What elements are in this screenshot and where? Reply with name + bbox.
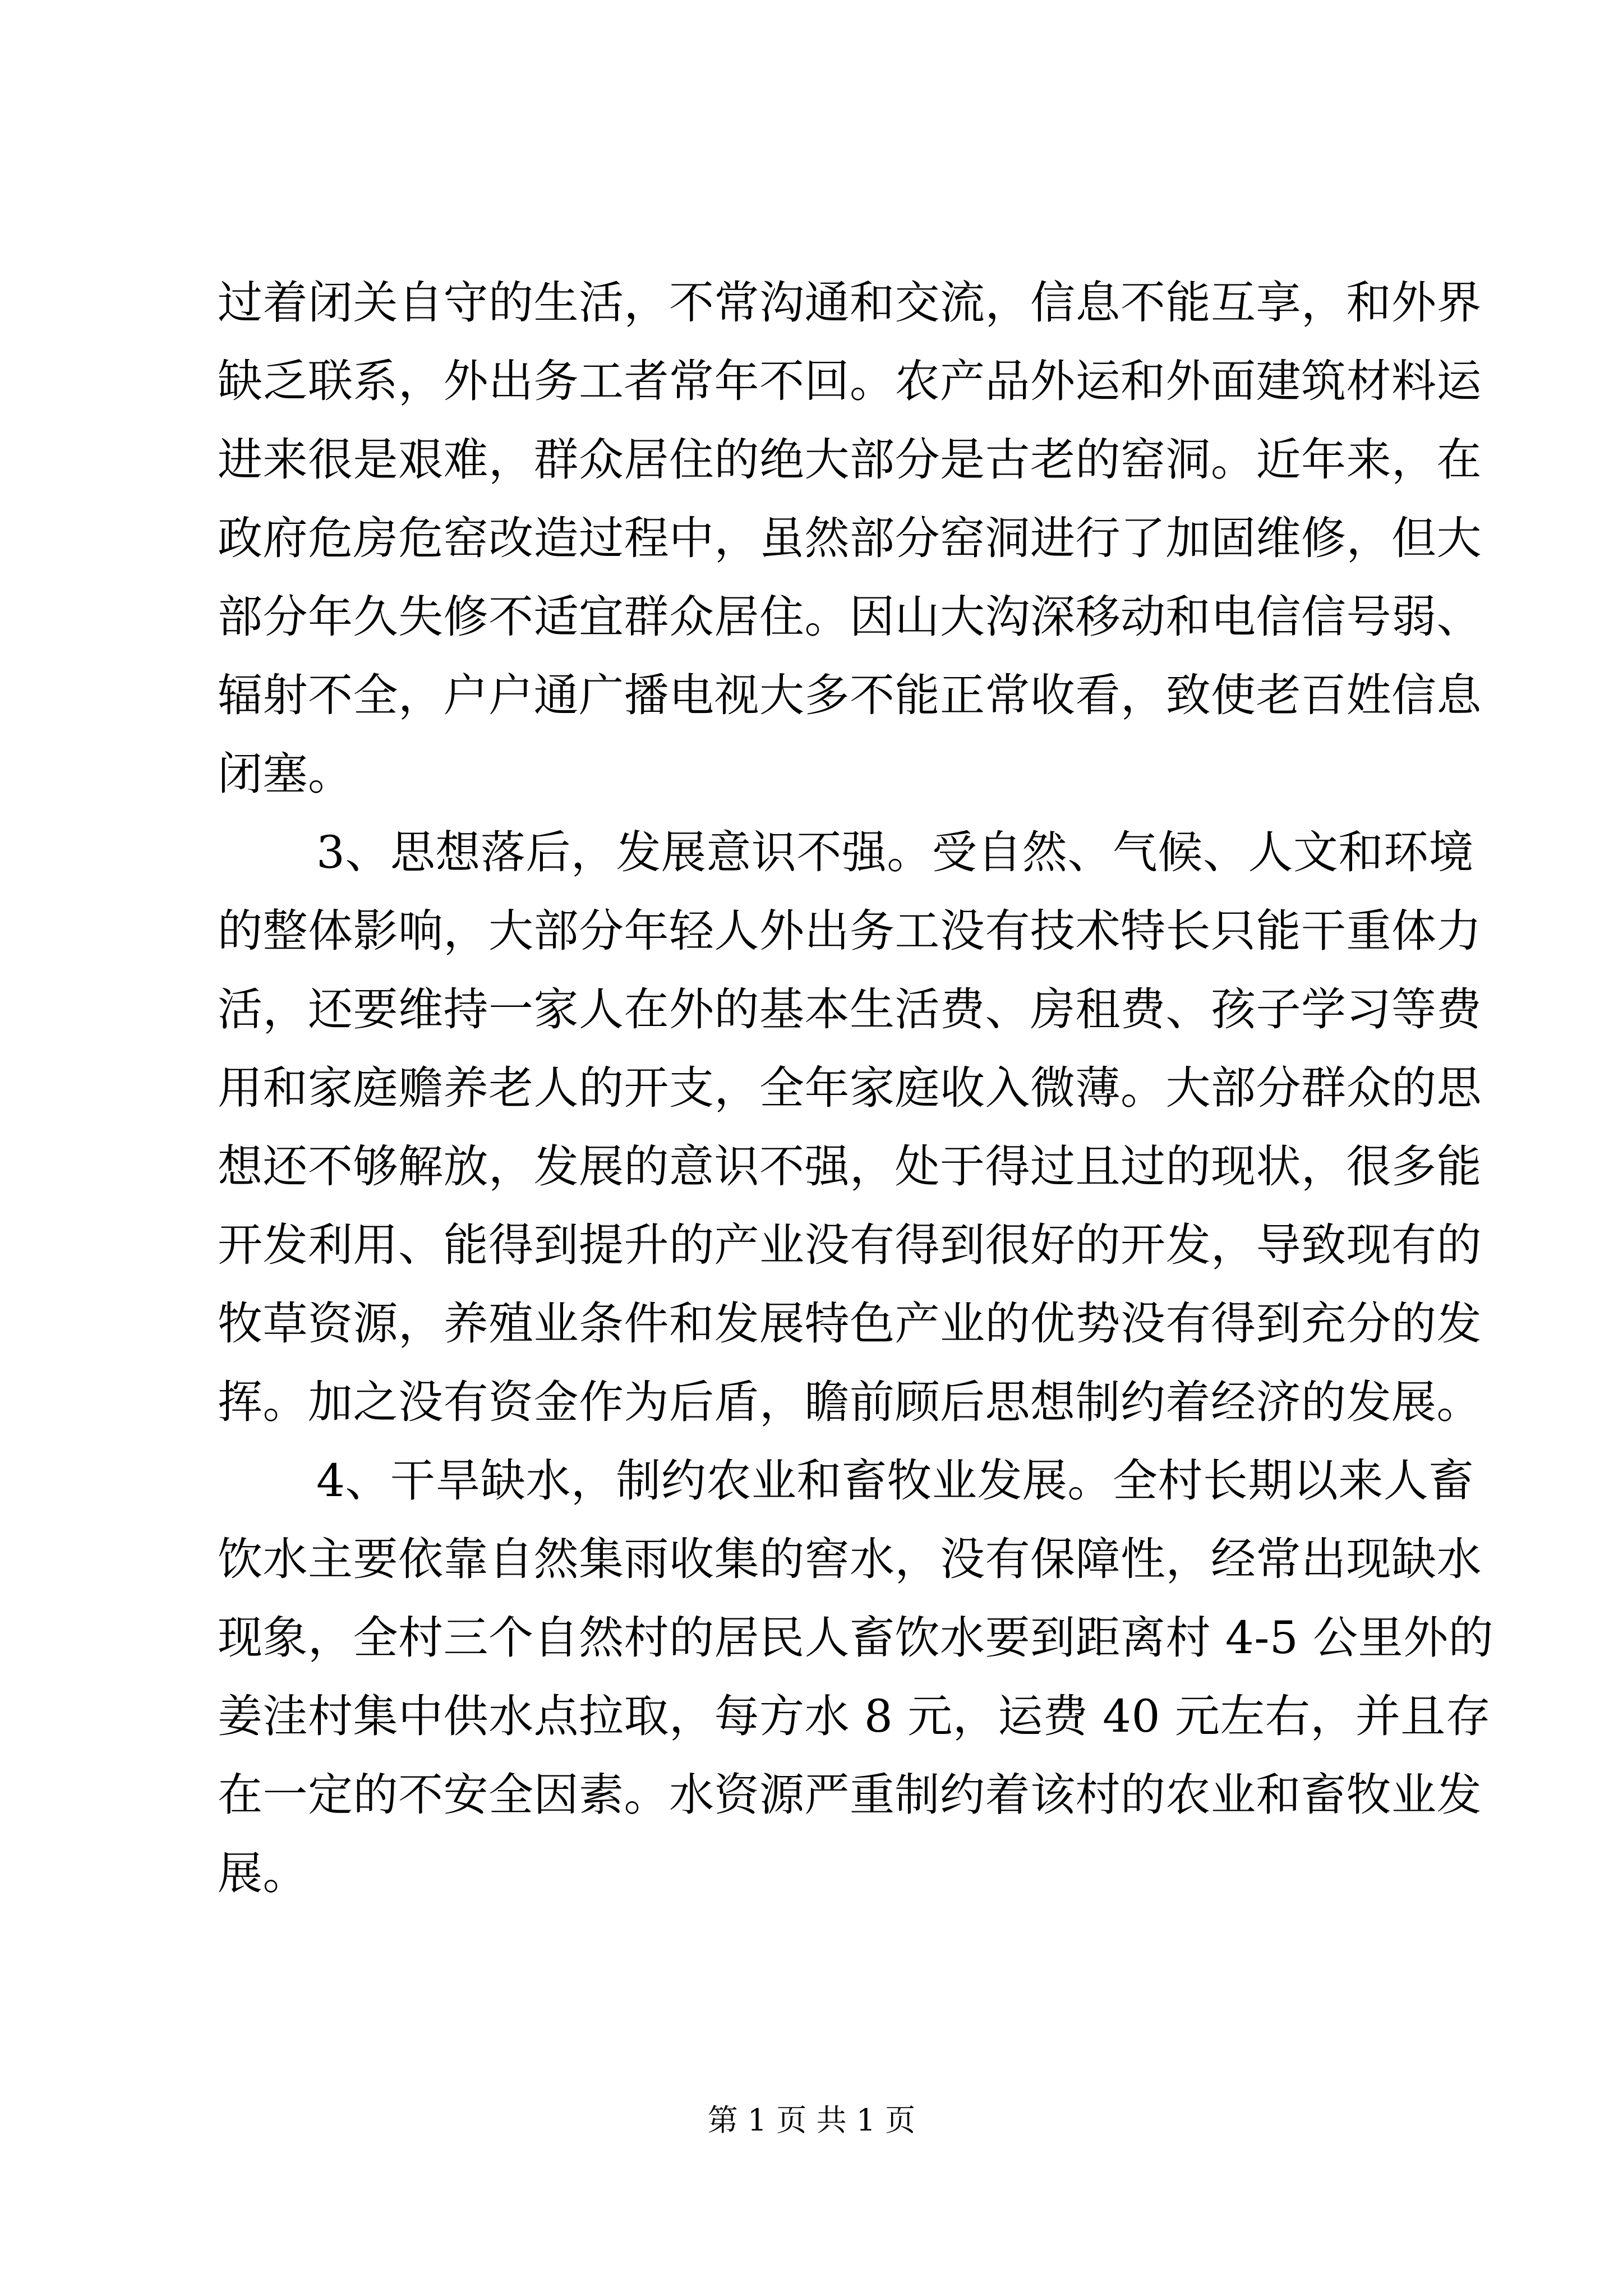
text-line: 进来很是艰难，群众居住的绝大部分是古老的窑洞。近年来，在 xyxy=(218,434,1482,486)
text-line: 缺乏联系，外出务工者常年不回。农产品外运和外面建筑材料运 xyxy=(218,355,1482,407)
page-number-footer: 第 1 页 共 1 页 xyxy=(707,2102,916,2138)
body-text xyxy=(218,264,1494,1913)
text-line: 在一定的不安全因素。水资源严重制约着该村的农业和畜牧业发 xyxy=(218,1769,1482,1821)
text-line: 过着闭关自守的生活，不常沟通和交流，信息不能互享，和外界 xyxy=(218,277,1482,329)
text-line: 部分年久失修不适宜群众居住。因山大沟深移动和电信信号弱、 xyxy=(218,591,1482,643)
text-line: 政府危房危窑改造过程中，虽然部分窑洞进行了加固维修，但大 xyxy=(218,512,1482,564)
text-line: 用和家庭赡养老人的开支，全年家庭收入微薄。大部分群众的思 xyxy=(218,1062,1482,1114)
text-line: 闭塞。 xyxy=(218,748,353,800)
text-line: 饮水主要依靠自然集雨收集的窖水，没有保障性，经常出现缺水 xyxy=(218,1533,1482,1585)
text-line: 挥。加之没有资金作为后盾，瞻前顾后思想制约着经济的发展。 xyxy=(218,1376,1482,1428)
text-line: 现象，全村三个自然村的居民人畜饮水要到距离村 4-5 公里外的 xyxy=(218,1612,1494,1664)
text-line: 的整体影响，大部分年轻人外出务工没有技术特长只能干重体力 xyxy=(218,905,1482,957)
text-line: 想还不够解放，发展的意识不强，处于得过且过的现状，很多能 xyxy=(218,1140,1482,1193)
paragraph-first-line: 3、思想落后，发展意识不强。受自然、气候、人文和环境 xyxy=(316,826,1474,878)
text-line: 开发利用、能得到提升的产业没有得到很好的开发，导致现有的 xyxy=(218,1219,1482,1271)
text-line: 牧草资源，养殖业条件和发展特色产业的优势没有得到充分的发 xyxy=(218,1297,1482,1350)
text-line: 姜洼村集中供水点拉取，每方水 8 元，运费 40 元左右，并且存 xyxy=(218,1690,1491,1742)
text-line: 辐射不全，户户通广播电视大多不能正常收看，致使老百姓信息 xyxy=(218,669,1482,721)
text-line: 展。 xyxy=(218,1847,308,1899)
paragraph-first-line: 4、干旱缺水，制约农业和畜牧业发展。全村长期以来人畜 xyxy=(316,1455,1474,1507)
text-line: 活，还要维持一家人在外的基本生活费、房租费、孩子学习等费 xyxy=(218,983,1482,1036)
